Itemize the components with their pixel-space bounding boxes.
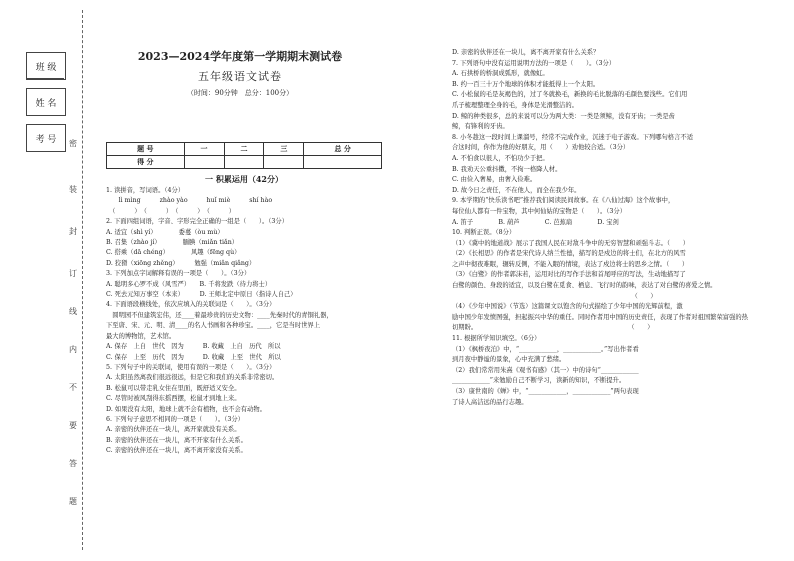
question-line: （2）《长相思》的作者是宋代诗人纳兰性德，描写的是戍边的将士们，在北方的风雪	[452, 250, 686, 258]
question-line: （ ） （ ） （ ） （ ）	[106, 207, 236, 215]
question-line: C. 亲密的伙伴还在一块儿，离不离开家没有关系。	[106, 447, 247, 455]
question-line: 圆明园不但建筑宏伟，还____着最珍贵的历史文物：____先秦时代的青铜礼器，	[106, 311, 333, 319]
binding-dashed-line	[82, 10, 83, 550]
question-line: A. 适宜（shì yí） 委蔓（òu mù）	[106, 228, 224, 236]
question-line: D. 如果没有太阳，地球上就不会有植物，也不会有动物。	[106, 405, 266, 413]
question-line: 合这时间，你作为他的好朋友，用（ ）劝他较合适。（3分）	[452, 144, 630, 152]
question-line: 1. 读拼音，写词语。（4分）	[106, 187, 185, 194]
seal-char: 不	[69, 383, 77, 392]
score-header-cell: 题 号	[107, 143, 185, 156]
seal-char: 内	[69, 345, 77, 354]
class-line	[26, 78, 64, 79]
score-label-cell: 得 分	[107, 156, 185, 169]
question-line: （4）《少年中国说》（节选）这篇课文以饱含的句式描绘了少年中国的光辉前程，激	[452, 303, 683, 311]
question-line: 了诗人高洁远的品行志趣。	[452, 398, 528, 406]
exam-title: 2023—2024学年度第一学期期末测试卷	[137, 50, 343, 63]
question-line: ____________”来勉励自己不断学习，读新的知识，不断提升。	[452, 377, 626, 385]
name-label: 姓 名	[26, 88, 66, 116]
question-line: C. 死去元知万事空（本来） D. 王师北定中原日（指诗人自己）	[106, 291, 297, 299]
seal-char: 线	[69, 307, 77, 316]
question-line: D. 狡猾（xiōng zhěng） 勉强（miǎn qiǎng）	[106, 259, 256, 267]
question-line: 鲸，有锋利的牙齿。	[452, 123, 509, 131]
question-line: 每位仙人都有一件宝物，其中何仙姑的宝物是（ ）。（3分）	[452, 207, 627, 215]
question-line: （3）《白鹭》的作者郭沫若，运用对比的写作手法和首尾呼应的写法，生动地描写了	[452, 271, 686, 279]
question-line: B. 松鼠可以带走乳女住在里面，既舒适又安全。	[106, 384, 241, 392]
question-line: （1）《枫桥夜泊》中，“____________，____________。”写出作者看	[452, 345, 639, 353]
question-line: A. 亲密的伙伴还在一块儿，离开家就没有关系。	[106, 426, 241, 434]
question-line: A. 笛子 B. 葫芦 C. 芭蕉扇 D. 宝剑	[452, 218, 619, 226]
score-header-cell: 三	[264, 143, 304, 156]
question-line: （2）我们常常用朱熹《观书有感》（其一）中的诗句“____________	[452, 366, 639, 374]
seal-char: 密	[69, 139, 77, 148]
question-line: D. 故今日之责任，不在他人，而全在我少年。	[452, 186, 581, 194]
id-label: 考 号	[26, 124, 66, 152]
question-line: B. 召集（zhào jí） 腼腆（miǎn tiǎn）	[106, 239, 239, 247]
question-line: 励中国少年发愤图强，担起振兴中华的重任。同时作者用中国的历史责任，表现了作者对祖国繁荣富强的热	[452, 313, 748, 321]
score-header-cell: 一	[184, 143, 224, 156]
score-cell[interactable]	[224, 156, 264, 169]
seal-char: 封	[69, 227, 77, 236]
question-line: 8. 小冬趁这一段时间上课溜号，经常不完成作业，沉迷于电子游戏。下列哪句格言不适	[452, 133, 693, 141]
question-line: （ ）	[452, 292, 657, 300]
question-line: C. 尽管时被风刮得东摇西摆，松鼠才到地上来。	[106, 395, 241, 403]
question-line: lì mìng zhào yào huǐ miè shí hào	[106, 197, 273, 205]
question-line: 9. 本学期的“快乐读书吧”推荐我们阅读民间故事。在《八仙过海》这个故事中，	[452, 197, 675, 205]
question-line: 10. 判断正误。（8分）	[452, 229, 516, 237]
question-line: A. 石拱桥的桥洞成弧形，就像虹。	[452, 70, 549, 78]
question-line: C. 由俭入奢易，由奢入俭难。	[452, 176, 537, 184]
question-line: D. 亲密的伙伴还在一块儿，离不离开家有什么关系？	[452, 49, 600, 56]
seal-char: 要	[69, 421, 77, 430]
question-line: C. 搭乘（dā chéng） 风趣（fēng qù）	[106, 249, 241, 257]
exam-info: （时间：90分钟 总分：100分）	[186, 89, 294, 97]
seal-char: 答	[69, 459, 77, 468]
exam-subtitle: 五年级语文试卷	[198, 70, 282, 83]
left-column	[106, 186, 406, 457]
question-line: D. 鲸的种类很多，总的来说可以分为两大类：一类是须鲸，没有牙齿；一类是齿	[452, 112, 675, 120]
question-line: 6. 下列句子意思不相同的一项是（ ）。（3分）	[106, 415, 244, 423]
question-line: 到月夜中静谧的景象，心中充满了愁绪。	[452, 356, 566, 364]
question-line: 爪子梳理整理全身的毛，身体是光滑整洁的。	[452, 101, 578, 109]
question-line: C. 保存 上至 历代 因为 D. 收藏 上至 世代 所以	[106, 353, 281, 361]
question-line: 下至唐、宋、元、明、清____的名人书画和各种珍宝。____，它是当时世界上	[106, 322, 321, 330]
score-cell[interactable]	[304, 156, 382, 169]
question-line: B. 约一百三十万个地球的体积才能抵得上一个太阳。	[452, 80, 600, 88]
question-line: A. 聪明多心罗不成（风雪严） B. 千将发跌（待力将士）	[106, 280, 272, 288]
score-header-cell: 二	[224, 143, 264, 156]
question-line: A. 不怕食以很人，不怕功少于把。	[452, 154, 549, 162]
question-line: A. 保存 上自 世代 因为 B. 收藏 上自 历代 所以	[106, 343, 281, 351]
class-label: 班 级	[26, 52, 66, 80]
score-cell[interactable]	[184, 156, 224, 169]
section-heading: 一 积累运用（42分）	[205, 174, 283, 184]
question-line: 白鹭的颜色、身段的适宜，以及白鹭在觅食、栖息、飞行时的韵味，表达了对白鹭的喜爱之情。	[452, 282, 717, 290]
seal-char: 装	[69, 185, 77, 194]
question-line: B. 我劝天公重抖擞，不拘一格降人材。	[452, 165, 562, 173]
question-line: 5. 下列句子中的关联词，使用有误的一项是（ ）。（3分）	[106, 363, 276, 371]
question-line: C. 小松鼠的毛是灰褐色的，过了冬就换毛，新换的毛比脱落的毛颜色要浅些。它们用	[452, 91, 688, 99]
right-column	[452, 48, 782, 408]
seal-char: 订	[69, 269, 77, 278]
question-line: 2. 下面四组词语，字音、字形完全正确的一组是（ ）。（3分）	[106, 218, 289, 226]
score-header-cell: 总 分	[304, 143, 382, 156]
question-line: 之声中彻夜难眠，辗转反侧，不能入眠的情境，表达了戍边将士的思乡之情。（ ）	[452, 260, 689, 268]
question-line: 7. 下列语句中没有运用说明方法的一项是（ ）。（3分）	[452, 59, 616, 67]
question-line: （1）《冀中的地道战》展示了我国人民在对敌斗争中的无穷智慧和顽强斗志。（ ）	[452, 239, 689, 247]
score-cell[interactable]	[264, 156, 304, 169]
question-line: 最大的博物馆，艺术馆。	[106, 332, 176, 340]
question-line: 4. 下面语段横线处，依次应填入的关联词是（ ）。（3分）	[106, 301, 276, 309]
question-line: B. 亲密的伙伴还在一块儿，离不开家有什么关系。	[106, 436, 247, 444]
question-line: 3. 下列加点字词解释有误的一项是（ ）。（3分）	[106, 270, 251, 278]
seal-char: 题	[69, 497, 77, 506]
question-line: 切期盼。 （ ）	[452, 324, 654, 332]
question-line: A. 太阳虽然离我们很远很远，但是它和我们的关系非常密切。	[106, 374, 279, 382]
score-table	[106, 142, 382, 169]
question-line: 11. 根据所学知识填空。（6分）	[452, 335, 541, 343]
question-line: （3）康世南的《蝉》中，“____________，____________”两句表现	[452, 388, 639, 395]
